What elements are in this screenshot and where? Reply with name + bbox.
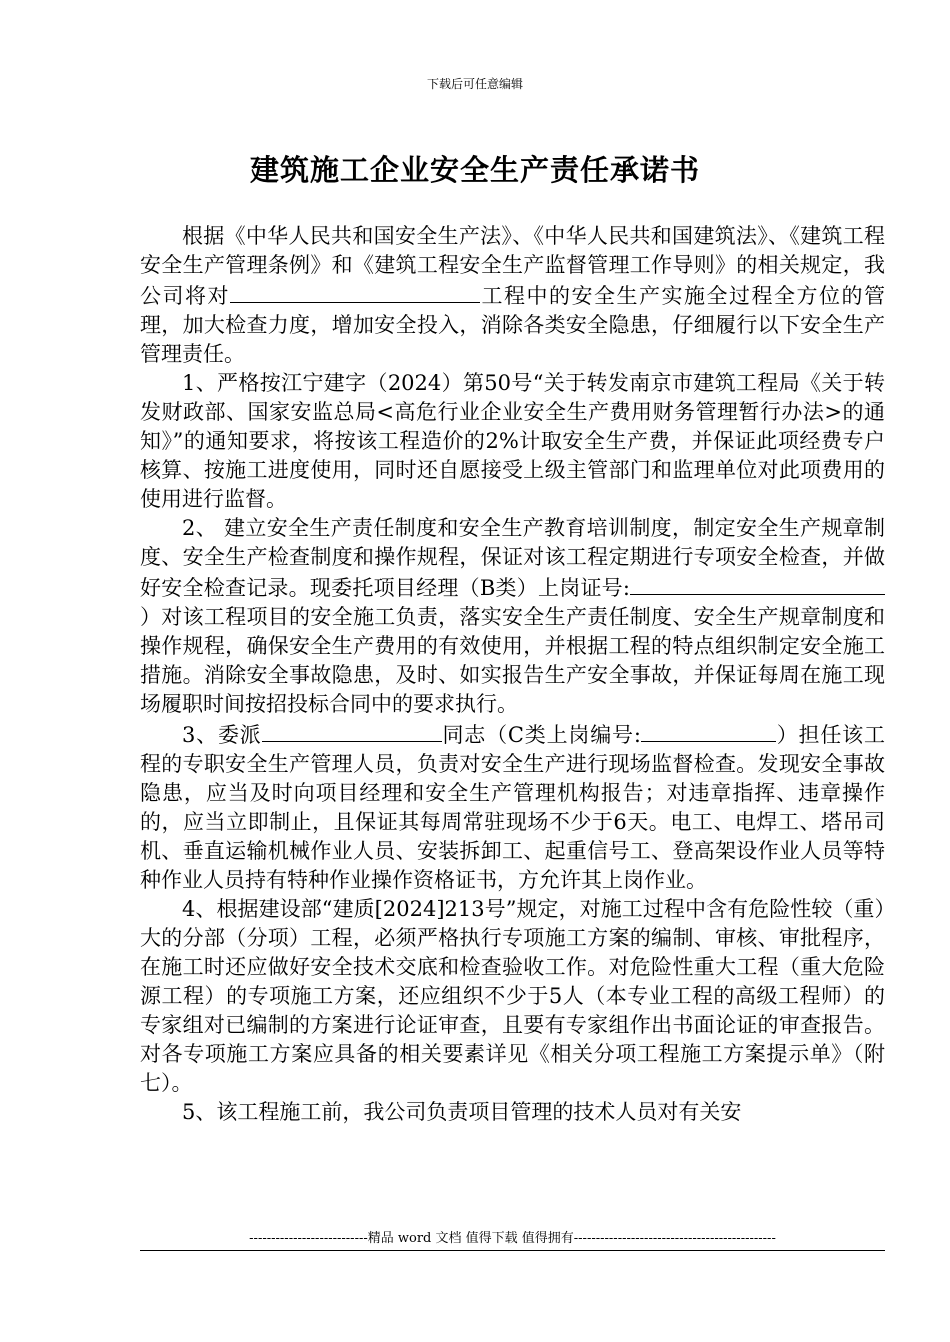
safety-officer-name-blank[interactable] (262, 719, 442, 742)
intro-text-b: 工程中的安全生产实施全过程全方位的管理，加大检查力度，增加安全投入，消除各类安全隐患，仔细履行以下安全生产管理责任。 (140, 284, 885, 366)
manager-cert-blank[interactable] (630, 572, 885, 595)
item-4-paragraph: 4、根据建设部“建质[2024]213号”规定，对施工过程中含有危险性较（重）大的分部（分项）工程，必须严格执行专项施工方案的编制、审核、审批程序，在施工时还应做好安全技术交底和检查验收工作。对危险性重大工程（重大危险源工程）的专项施工方案，还应组织不少于5人（本专业工程的高级工程师）的专家组对已编制的方案进行论证审查，且要有专家组作出书面论证的审查报告。对各专项施工方案应具备的相关要素详见《相关分项工程施工方案提示单》（附七）。 (140, 897, 885, 1095)
item-3-text-b: 同志（C类上岗编号: (441, 723, 641, 747)
page-header: 下载后可任意编辑 (426, 77, 523, 91)
item-3-text-c: ）担任该工程的专职安全生产管理人员，负责对安全生产进行现场监督检查。发现安全事故隐患，应当及时向项目经理和安全生产管理机构报告；对违章指挥、违章操作的，应当立即制止，且保证其每周常驻现场不少于6天。电工、电焊工、塔吊司机、垂直运输机械作业人员、安装拆卸工、起重信号工、登高架设作业人员等特种作业人员持有特种作业操作资格证书，方允许其上岗作业。 (140, 723, 885, 892)
intro-text-a: 根据《中华人民共和国安全生产法》、《中华人民共和国建筑法》、《建筑工程安全生产管理条例》和《建筑工程安全生产监督管理工作导则》的相关规定，我公司将对 (140, 224, 885, 308)
item-2-paragraph (140, 514, 885, 719)
item-2-text-a: 2、 建立安全生产责任制度和安全生产教育培训制度，制定安全生产规章制度、安全生产检查制度和操作规程，保证对该工程定期进行专项安全检查，并做好安全检查记录。现委托项目经理（B类）上岗证号: (140, 516, 885, 600)
document-body (140, 222, 885, 1127)
intro-paragraph (140, 222, 885, 369)
item-2-text-b: ）对该工程项目的安全施工负责，落实安全生产责任制度、安全生产规章制度和操作规程，确保安全生产费用的有效使用，并根据工程的特点组织制定安全施工措施。消除安全事故隐患，及时、如实报告生产安全事故，并保证每周在施工现场履职时间按招投标合同中的要求执行。 (140, 605, 885, 716)
footer-divider (140, 1250, 885, 1251)
document-title: 建筑施工企业安全生产责任承诺书 (249, 153, 700, 187)
safety-officer-cert-blank[interactable] (641, 719, 776, 742)
item-3-text-a: 3、委派 (182, 723, 262, 747)
item-1-paragraph: 1、严格按江宁建字（2024）第50号“关于转发南京市建筑工程局《关于转发财政部、国家安监总局<高危行业企业安全生产费用财务管理暂行办法>的通知》”的通知要求，将按该工程造价的2%计取安全生产费，并保证此项经费专户核算、按施工进度使用，同时还自愿接受上级主管部门和监理单位对此项费用的使用进行监督。 (140, 371, 885, 511)
item-5-paragraph: 5、该工程施工前，我公司负责项目管理的技术人员对有关安 (182, 1100, 742, 1124)
project-name-blank[interactable] (230, 280, 480, 303)
page-footer: ---------------------------精品 word 文档 值得下载 值得拥有---------------------------------------------- (249, 1231, 776, 1246)
item-3-paragraph (140, 719, 885, 895)
